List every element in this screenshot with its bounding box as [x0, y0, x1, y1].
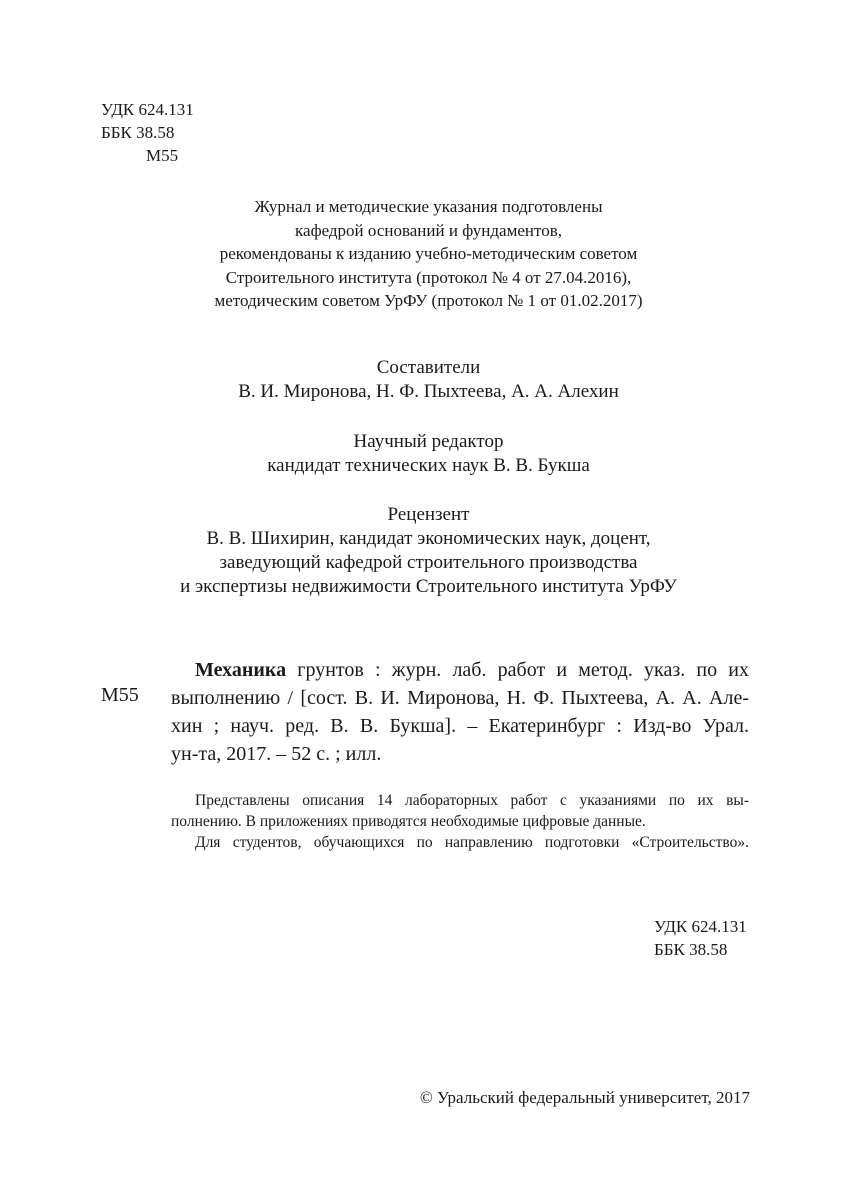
- reviewer-line: и экспертизы недвижимости Строительного института УрФУ: [180, 576, 677, 597]
- udk-code: УДК 624.131: [101, 100, 194, 119]
- top-classification-codes: [101, 98, 194, 167]
- annotation-line: полнению. В приложениях приводятся необходимые цифровые данные.: [171, 813, 646, 830]
- approval-line: рекомендованы к изданию учебно-методическим советом: [219, 244, 638, 263]
- approval-line: Журнал и методические указания подготовлены: [254, 197, 603, 216]
- reviewer-heading: Рецензент: [387, 504, 470, 525]
- compilers-names: В. И. Миронова, Н. Ф. Пыхтеева, А. А. Алехин: [238, 381, 619, 402]
- annotation: [171, 790, 749, 853]
- reviewer-line: заведующий кафедрой строительного производства: [219, 552, 638, 573]
- author-mark: М55: [146, 146, 179, 165]
- reviewer-line: В. В. Шихирин, кандидат экономических наук, доцент,: [206, 528, 651, 549]
- bibliography-author-mark: М55: [101, 684, 139, 706]
- bbk-code: ББК 38.58: [101, 123, 175, 142]
- biblio-line: хин ; науч. ред. В. В. Букша]. – Екатеринбург : Изд-во Урал.: [171, 715, 749, 737]
- biblio-title-rest: грунтов : журн. лаб. работ и метод. указ. по их: [286, 659, 749, 681]
- approval-statement: [0, 195, 857, 313]
- biblio-line: [171, 656, 749, 684]
- bbk-code: ББК 38.58: [654, 940, 728, 959]
- compilers-heading: Составители: [376, 357, 481, 378]
- approval-line: Строительного института (протокол № 4 от 27.04.2016),: [225, 267, 632, 287]
- reviewer-section: [0, 503, 857, 599]
- biblio-line: выполнению / [сост. В. И. Миронова, Н. Ф. Пыхтеева, А. А. Але-: [171, 687, 749, 709]
- editor-heading: Научный редактор: [353, 431, 504, 452]
- copyright-notice: © Уральский федеральный университет, 2017: [419, 1088, 750, 1107]
- bottom-classification-codes: [654, 915, 747, 961]
- editor-name: кандидат технических наук В. В. Букша: [267, 455, 590, 476]
- bibliographic-record: [171, 656, 749, 768]
- editor-section: [0, 430, 857, 478]
- annotation-line: Для студентов, обучающихся по направлению подготовки «Строительство».: [195, 834, 749, 851]
- annotation-line: Представлены описания 14 лабораторных работ с указаниями по их вы-: [195, 792, 749, 809]
- biblio-line: ун-та, 2017. – 52 с. ; илл.: [171, 743, 382, 765]
- compilers-section: [0, 356, 857, 404]
- approval-line: кафедрой оснований и фундаментов,: [295, 220, 562, 240]
- approval-line: методическим советом УрФУ (протокол № 1 от 01.02.2017): [214, 291, 643, 310]
- udk-code: УДК 624.131: [654, 917, 747, 936]
- biblio-title-bold: Механика: [195, 659, 287, 681]
